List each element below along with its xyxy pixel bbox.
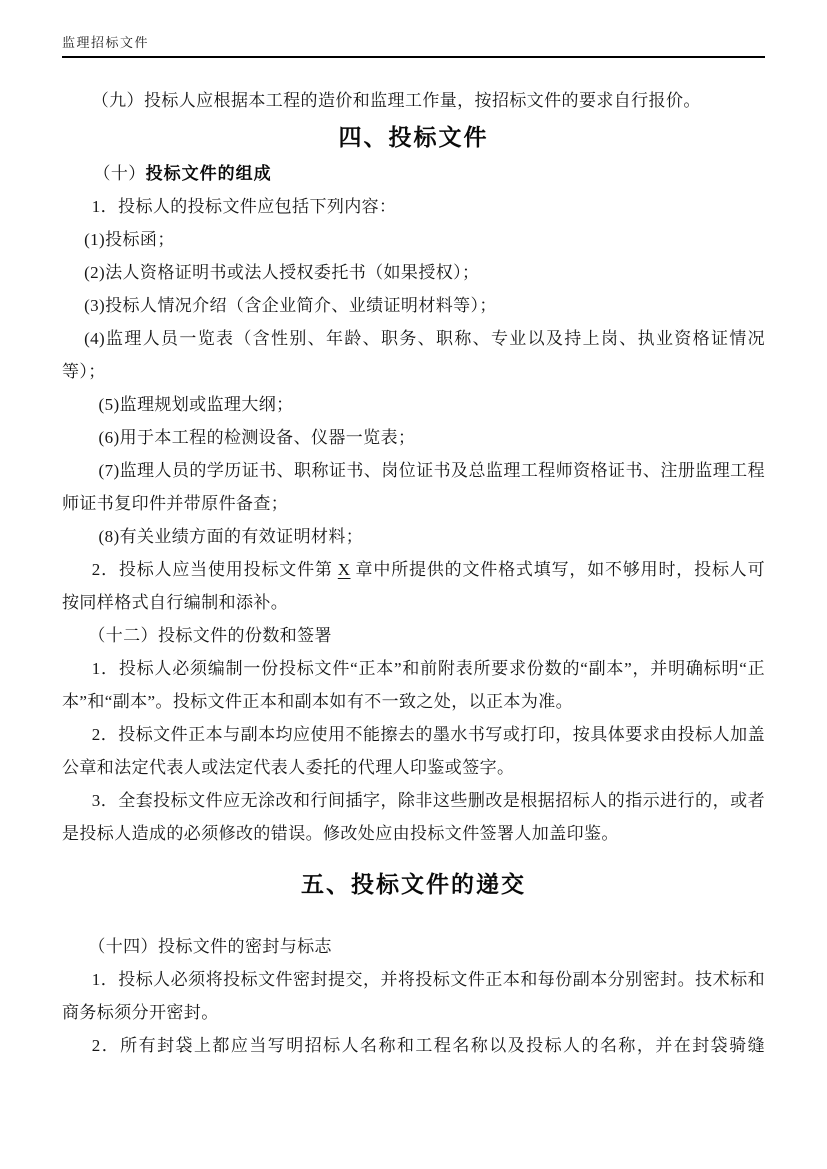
list-item-1: (1)投标函； xyxy=(84,230,175,249)
document-body xyxy=(62,58,765,1062)
paragraph-clause-14-1: 1．投标人必须将投标文件密封提交，并将投标文件正本和每份副本分别密封。技术标和商务标须分开密封。 xyxy=(62,970,765,1022)
list-item-6: (6)用于本工程的检测设备、仪器一览表； xyxy=(98,428,416,447)
chapter-ref-underlined: X xyxy=(337,560,351,579)
paragraph-clause-10-2-pre: 2．投标人应当使用投标文件第 xyxy=(91,560,338,579)
clause-14-title: （十四）投标文件的密封与标志 xyxy=(88,937,332,956)
clause-10-title-line xyxy=(62,157,765,190)
list-item-4: (4)监理人员一览表（含性别、年龄、职务、职称、专业以及持上岗、执业资格证情况等）； xyxy=(62,329,765,381)
list-item-7: (7)监理人员的学历证书、职称证书、岗位证书及总监理工程师资格证书、注册监理工程师证书复印件并带原件备查； xyxy=(62,461,765,513)
paragraph-clause-10-2 xyxy=(62,553,765,619)
clause-10-label: （十） xyxy=(93,164,146,183)
clause-10-title: 投标文件的组成 xyxy=(145,164,272,183)
paragraph-clause-12-1: 1．投标人必须编制一份投标文件“正本”和前附表所要求份数的“副本”，并明确标明“正本”和“副本”。投标文件正本和副本如有不一致之处，以正本为准。 xyxy=(62,659,765,711)
paragraph-clause-10-2-post: 章中所提供的文件格式填写，如不够用时，投标人可按同样格式自行编制和添补。 xyxy=(62,560,765,612)
header-title: 监理招标文件 xyxy=(62,35,150,50)
list-item-2: (2)法人资格证明书或法人授权委托书（如果授权）； xyxy=(84,263,480,282)
paragraph-clause-12-2: 2．投标文件正本与副本均应使用不能擦去的墨水书写或打印，按具体要求由投标人加盖公章和法定代表人或法定代表人委托的代理人印鉴或签字。 xyxy=(62,725,765,777)
clause-12-title: （十二）投标文件的份数和签署 xyxy=(88,626,332,645)
section-heading-4: 四、投标文件 xyxy=(338,124,489,150)
list-item-8: (8)有关业绩方面的有效证明材料； xyxy=(98,527,364,546)
paragraph-clause-9: （九）投标人应根据本工程的造价和监理工作量，按招标文件的要求自行报价。 xyxy=(91,91,701,110)
page-header xyxy=(62,34,765,58)
paragraph-clause-12-3: 3．全套投标文件应无涂改和行间插字，除非这些删改是根据招标人的指示进行的，或者是投标人造成的必须修改的错误。修改处应由投标文件签署人加盖印鉴。 xyxy=(62,791,765,843)
list-item-3: (3)投标人情况介绍（含企业简介、业绩证明材料等）； xyxy=(84,296,497,315)
section-heading-5: 五、投标文件的递交 xyxy=(301,871,526,897)
paragraph-clause-10-1: 1．投标人的投标文件应包括下列内容： xyxy=(91,197,397,216)
list-item-5: (5)监理规划或监理大纲； xyxy=(98,395,294,414)
paragraph-clause-14-2: 2．所有封袋上都应当写明招标人名称和工程名称以及投标人的名称，并在封袋骑缝 xyxy=(91,1036,765,1055)
